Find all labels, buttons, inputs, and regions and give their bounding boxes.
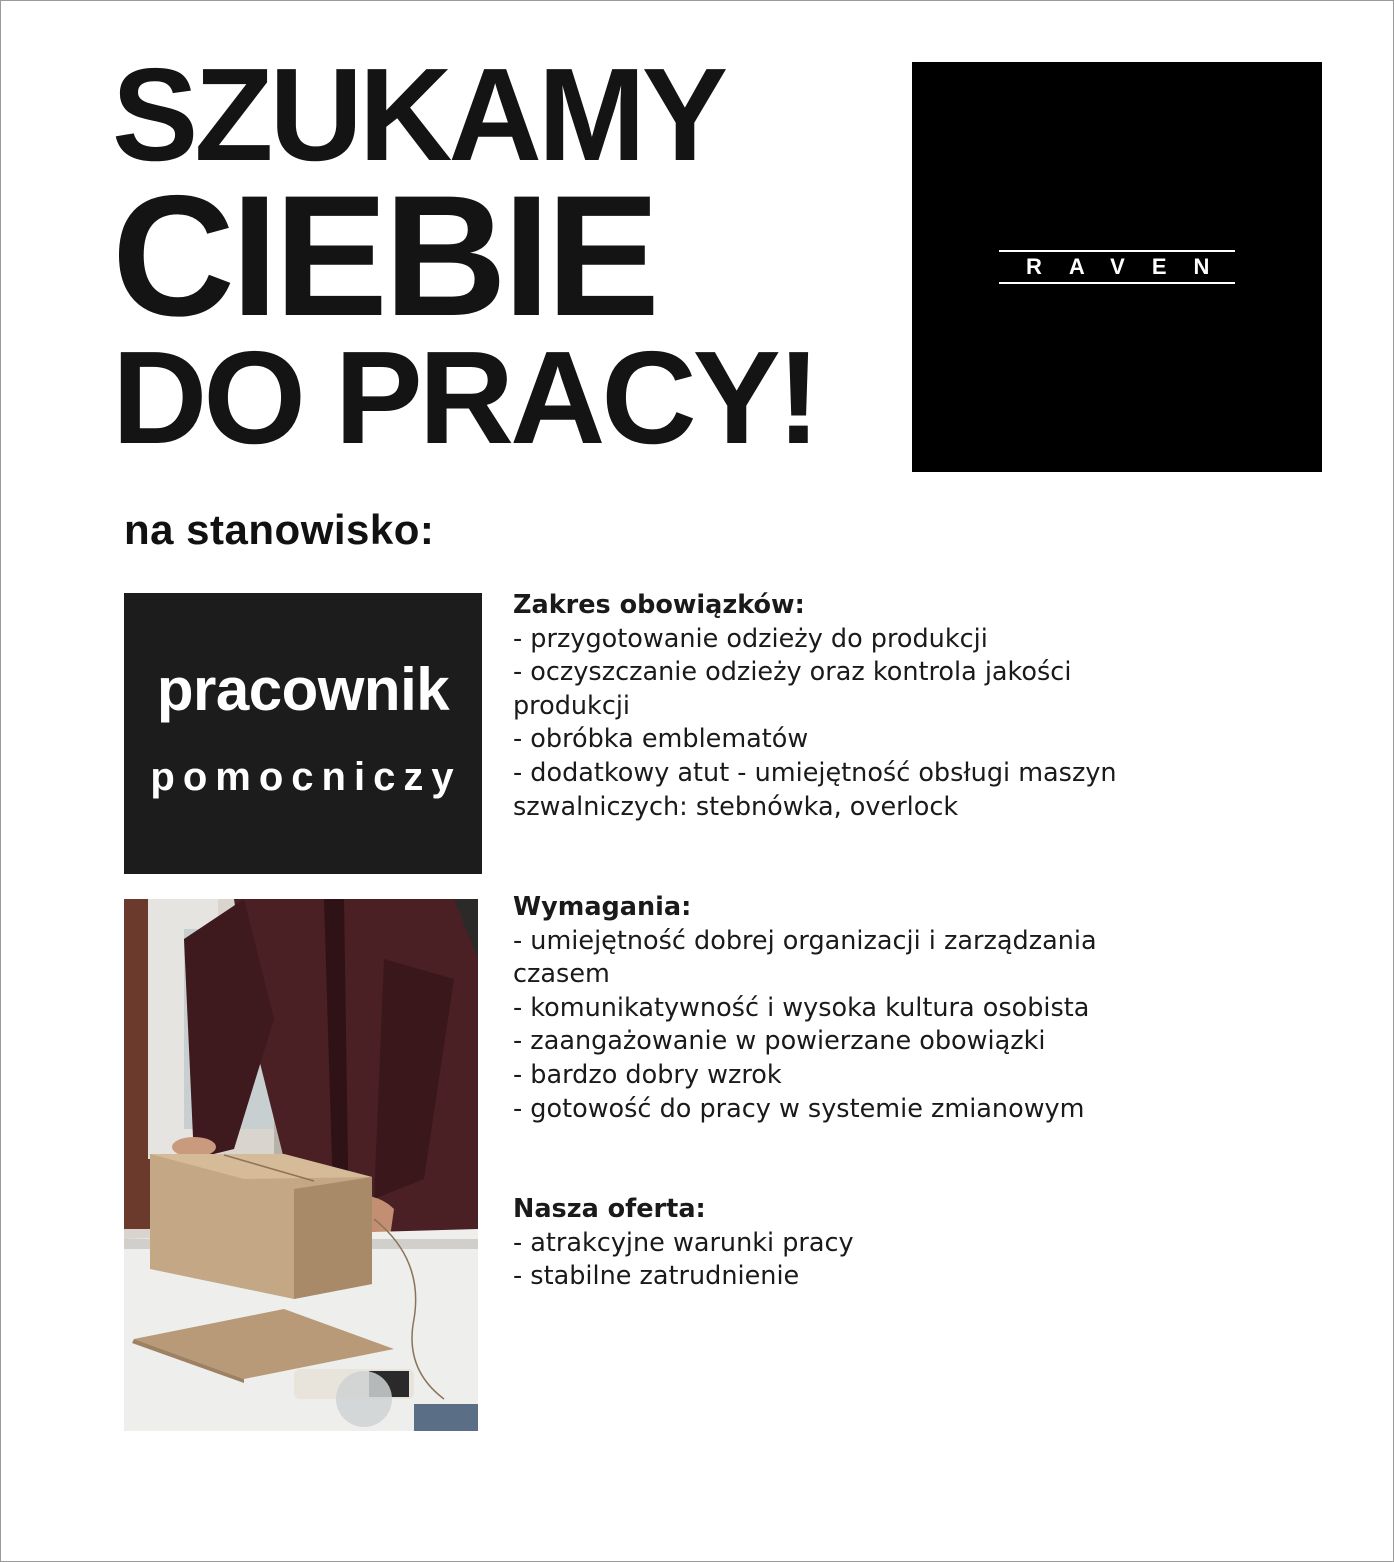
headline-line-2: CIEBIE <box>112 160 656 352</box>
offer-section <box>513 1193 1233 1294</box>
duties-heading: Zakres obowiązków: <box>513 590 805 620</box>
headline <box>112 41 902 471</box>
headline-line-1: SZUKAMY <box>112 41 725 188</box>
duties-item: szwalniczych: stebnówka, overlock <box>513 791 959 822</box>
offer-item: - atrakcyjne warunki pracy <box>513 1227 854 1258</box>
duties-item: - przygotowanie odzieży do produkcji <box>513 623 988 654</box>
raven-logo <box>999 250 1235 284</box>
logo-wordmark: RAVEN <box>1026 254 1237 279</box>
duties-item: - obróbka emblematów <box>513 724 809 755</box>
requirements-item: - komunikatywność i wysoka kultura osobista <box>513 992 1090 1023</box>
headline-line-3: DO PRACY! <box>112 324 817 471</box>
duties-item: - oczyszczanie odzieży oraz kontrola jakości <box>513 657 1072 688</box>
duties-section <box>513 589 1233 824</box>
duties-item: produkcji <box>513 690 631 721</box>
requirements-section <box>513 891 1233 1126</box>
packing-photo <box>124 899 478 1431</box>
requirements-heading: Wymagania: <box>513 892 692 922</box>
photo-illustration <box>124 899 478 1431</box>
requirements-item: czasem <box>513 959 610 990</box>
requirements-item: - zaangażowanie w powierzane obowiązki <box>513 1026 1046 1057</box>
position-title-line-1: pracownik <box>156 656 450 723</box>
duties-item: - dodatkowy atut - umiejętność obsługi maszyn <box>513 757 1117 788</box>
position-title-box <box>124 593 482 874</box>
requirements-item: - bardzo dobry wzrok <box>513 1059 782 1090</box>
logo-top-rule <box>999 250 1235 252</box>
offer-heading: Nasza oferta: <box>513 1194 706 1224</box>
position-title-line-2: pomocniczy <box>150 755 462 799</box>
offer-item: - stabilne zatrudnienie <box>513 1261 800 1292</box>
logo-bottom-rule <box>999 282 1235 284</box>
requirements-item: - umiejętność dobrej organizacji i zarządzania <box>513 925 1097 956</box>
requirements-item: - gotowość do pracy w systemie zmianowym <box>513 1093 1085 1124</box>
position-intro: na stanowisko: <box>124 506 435 553</box>
raven-logo-box <box>912 62 1322 472</box>
